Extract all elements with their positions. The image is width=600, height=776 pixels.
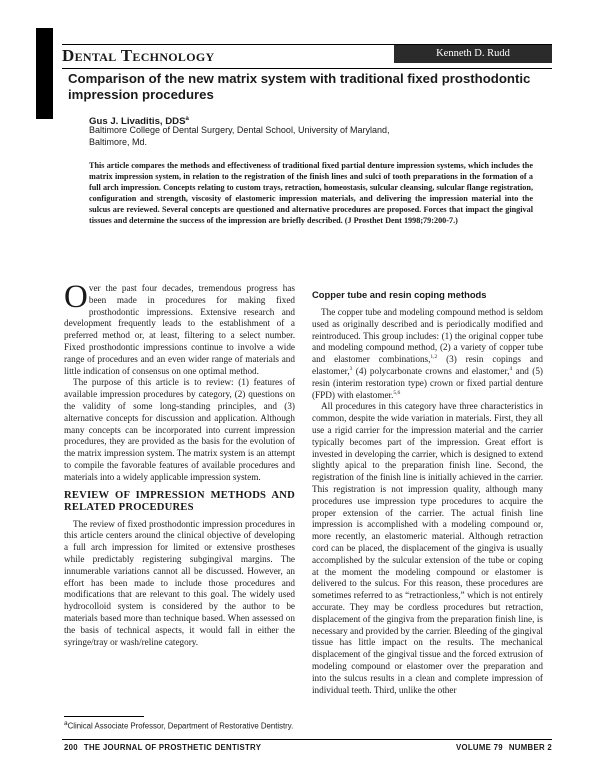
affiliation-line-2: Baltimore, Md.	[89, 136, 148, 147]
right-column	[312, 283, 543, 696]
section-side-bar	[36, 28, 53, 119]
author-footnote-mark: a	[185, 116, 189, 122]
journal-name: THE JOURNAL OF PROSTHETIC DENTISTRY	[83, 743, 262, 752]
footer-left	[64, 743, 261, 752]
copper-tube-paragraph	[312, 307, 543, 401]
reference-mark: 5,6	[393, 389, 401, 396]
copper-tube-text-c: (4) polycarbonate crowns and elastomer,	[352, 365, 510, 376]
section-editor-box: Kenneth D. Rudd	[394, 45, 552, 63]
article-title: Comparison of the new matrix system with traditional fixed prosthodontic impression procedures	[68, 71, 531, 102]
reference-mark: 4	[509, 365, 513, 372]
characteristics-paragraph: All procedures in this category have three characteristics in common, despite the wide variation in materials. First, they all use a rigid carrier for the impression material and the carrier typically becomes part of the impression. Great effort is invested in developing the carrier, which is designed to extend slightly apical to the preparation finish line. Second, the registration of the finish line is initially achieved in the carrier. This registration is not impression quality, although many procedures use impression type procedures to acquire the proper extension of the carrier. The actual finish line impression is accomplished with a modeling compound or, more recently, an elastomeric material. Although retraction cord can be placed, the displacement of the gingiva is usually accomplished by the sulcular extension of the tube or coping at the moment the modeling compound or elastomer is delivered to the sulcus. For this reason, these procedures are sometimes referred to as “retractionless,” which is not entirely accurate. They may be cordless procedures but retraction, displacement of the gingiva from the preparation finish line, is necessary and provided by the carrier. Bleeding of the gingival tissue has little impact on the results. The mechanical displacement of the gingival tissue and the forced extrusion of modeling compound or elastomer over the preparation and into the sulcus results in a clean and complete impression of individual teeth. Third, unlike the other	[312, 401, 543, 695]
copper-tube-heading: Copper tube and resin coping methods	[312, 289, 487, 300]
intro-paragraph	[64, 279, 295, 377]
reference-mark: 1,2	[430, 354, 438, 361]
drop-cap: O	[64, 279, 88, 315]
copper-tube-text-d: and (5) resin (interim restoration type) crown or fixed partial denture (FPD) with elastomer.	[312, 365, 543, 400]
reference-mark: 3	[349, 365, 353, 372]
footnote	[64, 719, 304, 732]
review-heading: REVIEW OF IMPRESSION METHODS AND RELATED PROCEDURES	[64, 489, 295, 514]
footer-rule	[62, 739, 552, 740]
purpose-paragraph: The purpose of this article is to review: (1) features of available impression procedures by category, (2) questions on the validity of some long-standing principles, and (3) alternative concepts for discussion and application. Although many concepts can be incorporated into current impression procedures, they are provided as the basis for the evolution of the matrix impression system. The matrix system is an attempt to compile the favorable features of available procedures and materials into a widely applicable impression system.	[64, 377, 295, 482]
section-title: Dental Technology	[62, 46, 215, 65]
header-bottom-rule	[62, 68, 552, 69]
footnote-rule	[64, 716, 144, 717]
left-column	[64, 279, 295, 648]
copper-tube-text-a: The copper tube and modeling compound method is seldom used as originally described and is periodically modified and reintroduced. This group includes: (1) the original copper tube and modeling compound method, (2) a variety of copper tube and elastomer combinations,	[312, 307, 543, 365]
footnote-mark: a	[64, 720, 68, 727]
abstract: This article compares the methods and effectiveness of traditional fixed partial denture impression systems, which includes the matrix impression system, in relation to the registration of the finish lines and sulci of tooth preparations in the formation of a full arch impression. Concepts relating to custom trays, retraction, homeostasis, sulcular cleansing, sulcular flange registration, configuration and strength, viscosity of elastomeric impression materials, and delivering the impression material into the sulcus are reviewed. Several concepts are questioned and alternative procedures are proposed. Forces that impact the gingival tissues and determine the success of the impression are briefly described. (J Prosthet Dent 1998;79:200-7.)	[89, 161, 533, 226]
intro-text: ver the past four decades, tremendous progress has been made in procedures for making fixed prosthodontic impressions. Extensive research and development frequently leads to the establishment of a preferred method or, at least, filtering to a select number. Fixed prosthodontic impressions continue to involve a wide range of procedures and an even wider range of materials and little indication of consensus on one optimal method.	[64, 283, 295, 376]
affiliation-line-1: Baltimore College of Dental Surgery, Dental School, University of Maryland,	[89, 125, 390, 135]
issue-number: NUMBER 2	[508, 743, 552, 752]
review-paragraph: The review of fixed prosthodontic impression procedures in this article centers around the clinical objective of developing a full arch impression for limited or extensive prostheses while predictably registering subgingival margins. The innumerable variations cannot all be discussed. However, an effort has been made to include those procedures and modifications that are relevant to this goal. The widely used hydrocolloid system is considered by the author to be materials based more than technique based. When assessed on the basis of technical aspects, it would fall in either the syringe/tray or wash/reline category.	[64, 518, 295, 647]
footnote-text: Clinical Associate Professor, Department of Restorative Dentistry.	[67, 721, 294, 731]
page-number: 200	[64, 743, 78, 752]
copper-tube-text-b: (3) resin copings and elastomer,	[312, 354, 543, 376]
author-affiliation	[89, 125, 469, 148]
footer-right	[456, 743, 552, 752]
author-name-text: Gus J. Livaditis, DDS	[89, 116, 186, 128]
volume: VOLUME 79	[455, 743, 503, 752]
